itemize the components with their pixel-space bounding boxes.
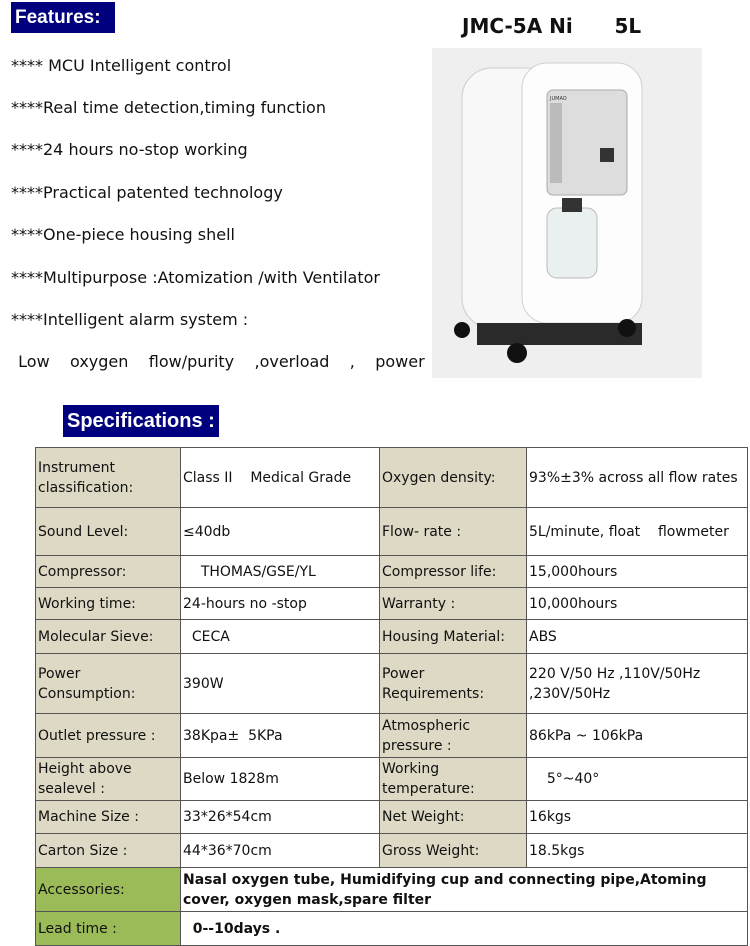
spec-value: Below 1828m xyxy=(181,758,380,801)
spec-value: 10,000hours xyxy=(527,588,748,620)
table-row xyxy=(36,654,748,714)
table-row xyxy=(36,508,748,556)
spec-label: Power Requirements: xyxy=(380,654,527,714)
spec-label: Housing Material: xyxy=(380,620,527,654)
table-row xyxy=(36,834,748,868)
features-heading: Features: xyxy=(11,2,115,33)
spec-label: Flow- rate : xyxy=(380,508,527,556)
feature-item: ****Multipurpose :Atomization /with Ventilator xyxy=(11,268,380,287)
table-row xyxy=(36,556,748,588)
spec-label: Working temperature: xyxy=(380,758,527,801)
spec-label: Working time: xyxy=(36,588,181,620)
table-row xyxy=(36,620,748,654)
model-name: JMC-5A Ni 5L xyxy=(462,14,642,38)
spec-value: 24-hours no -stop xyxy=(181,588,380,620)
table-row xyxy=(36,448,748,508)
spec-label: Power Consumption: xyxy=(36,654,181,714)
spec-value: 86kPa ~ 106kPa xyxy=(527,714,748,758)
spec-label: Sound Level: xyxy=(36,508,181,556)
feature-item: ****Practical patented technology xyxy=(11,183,283,202)
spec-label: Height above sealevel : xyxy=(36,758,181,801)
spec-label: Atmospheric pressure : xyxy=(380,714,527,758)
spec-value: CECA xyxy=(181,620,380,654)
spec-value: 33*26*54cm xyxy=(181,801,380,834)
feature-item: ****One-piece housing shell xyxy=(11,225,235,244)
feature-item: ****24 hours no-stop working xyxy=(11,140,248,159)
accessories-label: Accessories: xyxy=(36,868,181,912)
spec-label: Compressor: xyxy=(36,556,181,588)
spec-value: ABS xyxy=(527,620,748,654)
spec-label: Warranty : xyxy=(380,588,527,620)
spec-label: Carton Size : xyxy=(36,834,181,868)
spec-value: 15,000hours xyxy=(527,556,748,588)
feature-item: **** MCU Intelligent control xyxy=(11,56,232,75)
accessories-value: Nasal oxygen tube, Humidifying cup and connecting pipe,Atoming cover, oxygen mask,spare filter xyxy=(181,868,748,912)
feature-item: ****Real time detection,timing function xyxy=(11,98,326,117)
table-row xyxy=(36,801,748,834)
spec-label: Gross Weight: xyxy=(380,834,527,868)
specifications-heading: Specifications : xyxy=(63,405,219,437)
spec-label: Outlet pressure : xyxy=(36,714,181,758)
spec-value: Class II Medical Grade xyxy=(181,448,380,508)
table-row-accessories xyxy=(36,868,748,912)
table-row-lead-time xyxy=(36,912,748,946)
spec-value: 390W xyxy=(181,654,380,714)
spec-label: Instrument classification: xyxy=(36,448,181,508)
spec-label: Molecular Sieve: xyxy=(36,620,181,654)
spec-value: ≤40db xyxy=(181,508,380,556)
spec-value: 16kgs xyxy=(527,801,748,834)
lead-time-value: 0--10days . xyxy=(181,912,748,946)
spec-label: Compressor life: xyxy=(380,556,527,588)
spec-label: Net Weight: xyxy=(380,801,527,834)
spec-value: 44*36*70cm xyxy=(181,834,380,868)
table-row xyxy=(36,714,748,758)
spec-label: Oxygen density: xyxy=(380,448,527,508)
spec-value: 5L/minute, float flowmeter xyxy=(527,508,748,556)
specifications-table xyxy=(35,447,748,946)
feature-item: ****Intelligent alarm system : xyxy=(11,310,249,329)
lead-time-label: Lead time : xyxy=(36,912,181,946)
product-photo xyxy=(432,48,702,378)
spec-value: 5°~40° xyxy=(527,758,748,801)
spec-value: THOMAS/GSE/YL xyxy=(181,556,380,588)
spec-value: 18.5kgs xyxy=(527,834,748,868)
spec-value: 38Kpa± 5KPa xyxy=(181,714,380,758)
spec-value: 93%±3% across all flow rates xyxy=(527,448,748,508)
table-row xyxy=(36,758,748,801)
spec-label: Machine Size : xyxy=(36,801,181,834)
feature-item: Low oxygen flow/purity ,overload , power xyxy=(8,352,425,371)
brand-logo: JUMAO xyxy=(550,96,567,102)
spec-value: 220 V/50 Hz ,110V/50Hz ,230V/50Hz xyxy=(527,654,748,714)
table-row xyxy=(36,588,748,620)
